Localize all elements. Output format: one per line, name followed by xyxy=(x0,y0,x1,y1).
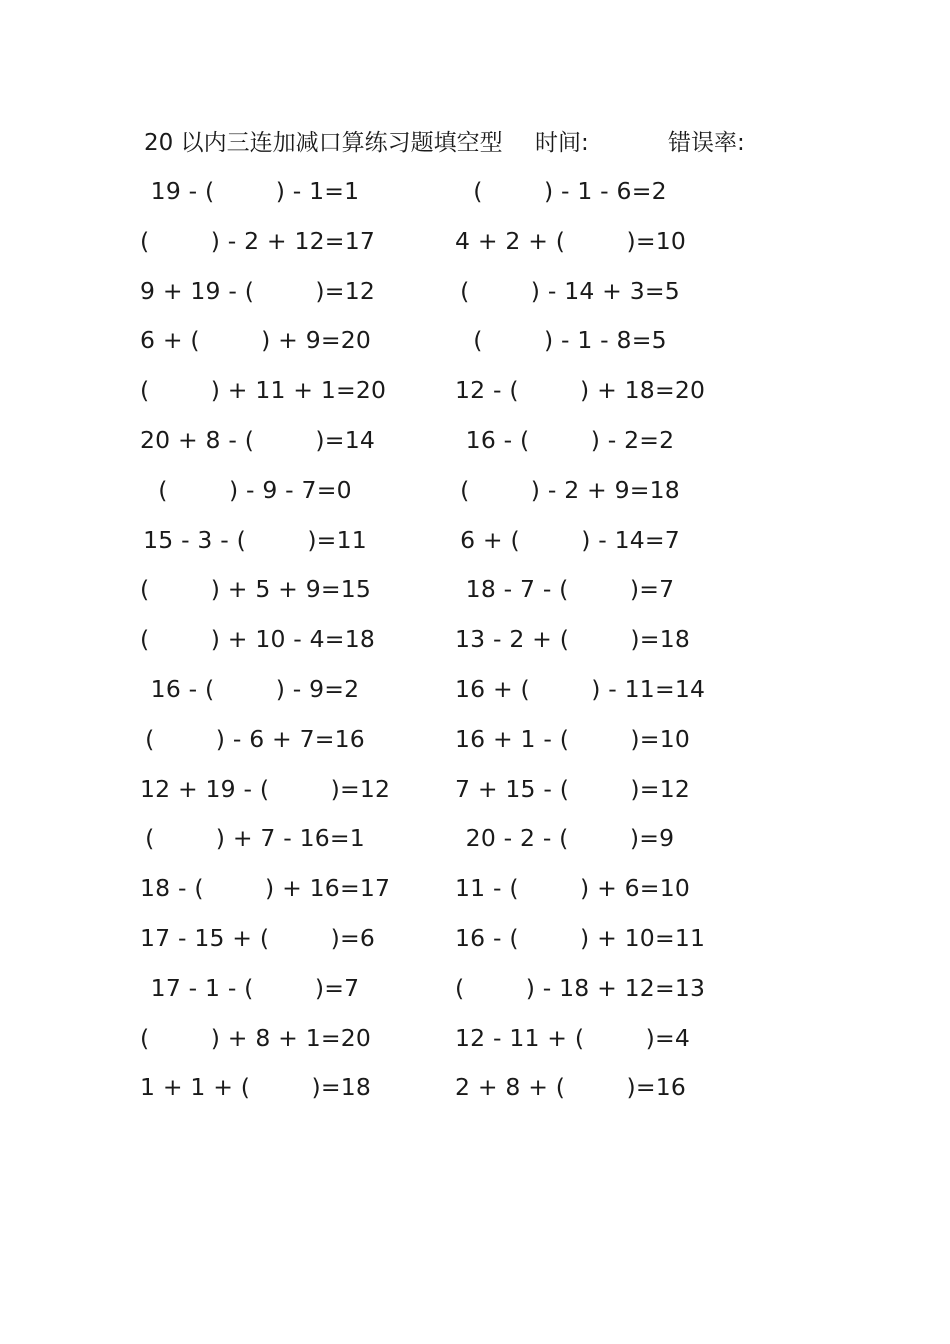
worksheet-header xyxy=(144,124,784,162)
problem-left: 17 - 15 + ( )=6 xyxy=(140,923,375,952)
worksheet-title: 20 以内三连加减口算练习题填空型 xyxy=(144,130,503,156)
problem-right: ( ) - 1 - 6=2 xyxy=(473,177,667,205)
problem-left: ( ) + 10 - 4=18 xyxy=(140,625,375,654)
problem-right: 16 - ( ) + 10=11 xyxy=(455,923,706,952)
problem-left: ( ) + 8 + 1=20 xyxy=(140,1023,372,1052)
problem-grid xyxy=(0,168,950,1114)
problem-left: 18 - ( ) + 16=17 xyxy=(140,874,391,903)
problem-left: 20 + 8 - ( )=14 xyxy=(140,425,375,454)
problem-right: 7 + 15 - ( )=12 xyxy=(455,774,690,803)
problem-row xyxy=(0,417,950,467)
problem-left: 17 - 1 - ( )=7 xyxy=(150,973,360,1002)
problem-row xyxy=(0,965,950,1015)
problem-row xyxy=(0,865,950,915)
problem-right: 16 + ( ) - 11=14 xyxy=(455,674,706,703)
problem-right: ( ) - 1 - 8=5 xyxy=(473,326,667,355)
problem-right: 2 + 8 + ( )=16 xyxy=(455,1073,687,1102)
problem-row xyxy=(0,716,950,766)
time-label: 时间: xyxy=(535,130,589,156)
problem-left: 15 - 3 - ( )=11 xyxy=(143,525,367,554)
problem-right: 6 + ( ) - 14=7 xyxy=(460,525,680,554)
problem-left: ( ) + 5 + 9=15 xyxy=(140,575,372,604)
problem-right: 12 - 11 + ( )=4 xyxy=(455,1023,690,1052)
problem-left: ( ) + 7 - 16=1 xyxy=(145,824,365,853)
problem-row xyxy=(0,566,950,616)
problem-right: 13 - 2 + ( )=18 xyxy=(455,625,690,654)
problem-left: ( ) - 9 - 7=0 xyxy=(158,475,352,504)
problem-row xyxy=(0,766,950,816)
problem-row xyxy=(0,666,950,716)
problem-left: 1 + 1 + ( )=18 xyxy=(140,1073,372,1102)
problem-row xyxy=(0,1064,950,1114)
problem-row xyxy=(0,616,950,666)
problem-right: 11 - ( ) + 6=10 xyxy=(455,874,690,903)
problem-row xyxy=(0,317,950,367)
problem-row xyxy=(0,1015,950,1065)
problem-right: 20 - 2 - ( )=9 xyxy=(465,824,675,853)
problem-right: 18 - 7 - ( )=7 xyxy=(465,575,675,604)
problem-left: 19 - ( ) - 1=1 xyxy=(150,177,360,205)
problem-row xyxy=(0,268,950,318)
problem-right: ( ) - 2 + 9=18 xyxy=(460,475,680,504)
problem-row xyxy=(0,815,950,865)
problem-row xyxy=(0,218,950,268)
problem-right: ( ) - 14 + 3=5 xyxy=(460,276,680,305)
problem-row xyxy=(0,168,950,218)
problem-row xyxy=(0,467,950,517)
problem-right: 16 - ( ) - 2=2 xyxy=(465,425,675,454)
problem-right: 16 + 1 - ( )=10 xyxy=(455,724,690,753)
problem-left: ( ) + 11 + 1=20 xyxy=(140,376,387,405)
problem-left: 16 - ( ) - 9=2 xyxy=(150,674,360,703)
problem-left: 12 + 19 - ( )=12 xyxy=(140,774,391,803)
error-rate-label: 错误率: xyxy=(668,130,745,156)
problem-row xyxy=(0,915,950,965)
problem-left: 9 + 19 - ( )=12 xyxy=(140,276,375,305)
problem-row xyxy=(0,517,950,567)
problem-left: 6 + ( ) + 9=20 xyxy=(140,326,372,355)
problem-left: ( ) - 6 + 7=16 xyxy=(145,724,365,753)
problem-left: ( ) - 2 + 12=17 xyxy=(140,226,375,255)
problem-right: ( ) - 18 + 12=13 xyxy=(455,973,706,1002)
problem-right: 12 - ( ) + 18=20 xyxy=(455,376,706,405)
problem-row xyxy=(0,367,950,417)
problem-right: 4 + 2 + ( )=10 xyxy=(455,226,687,255)
